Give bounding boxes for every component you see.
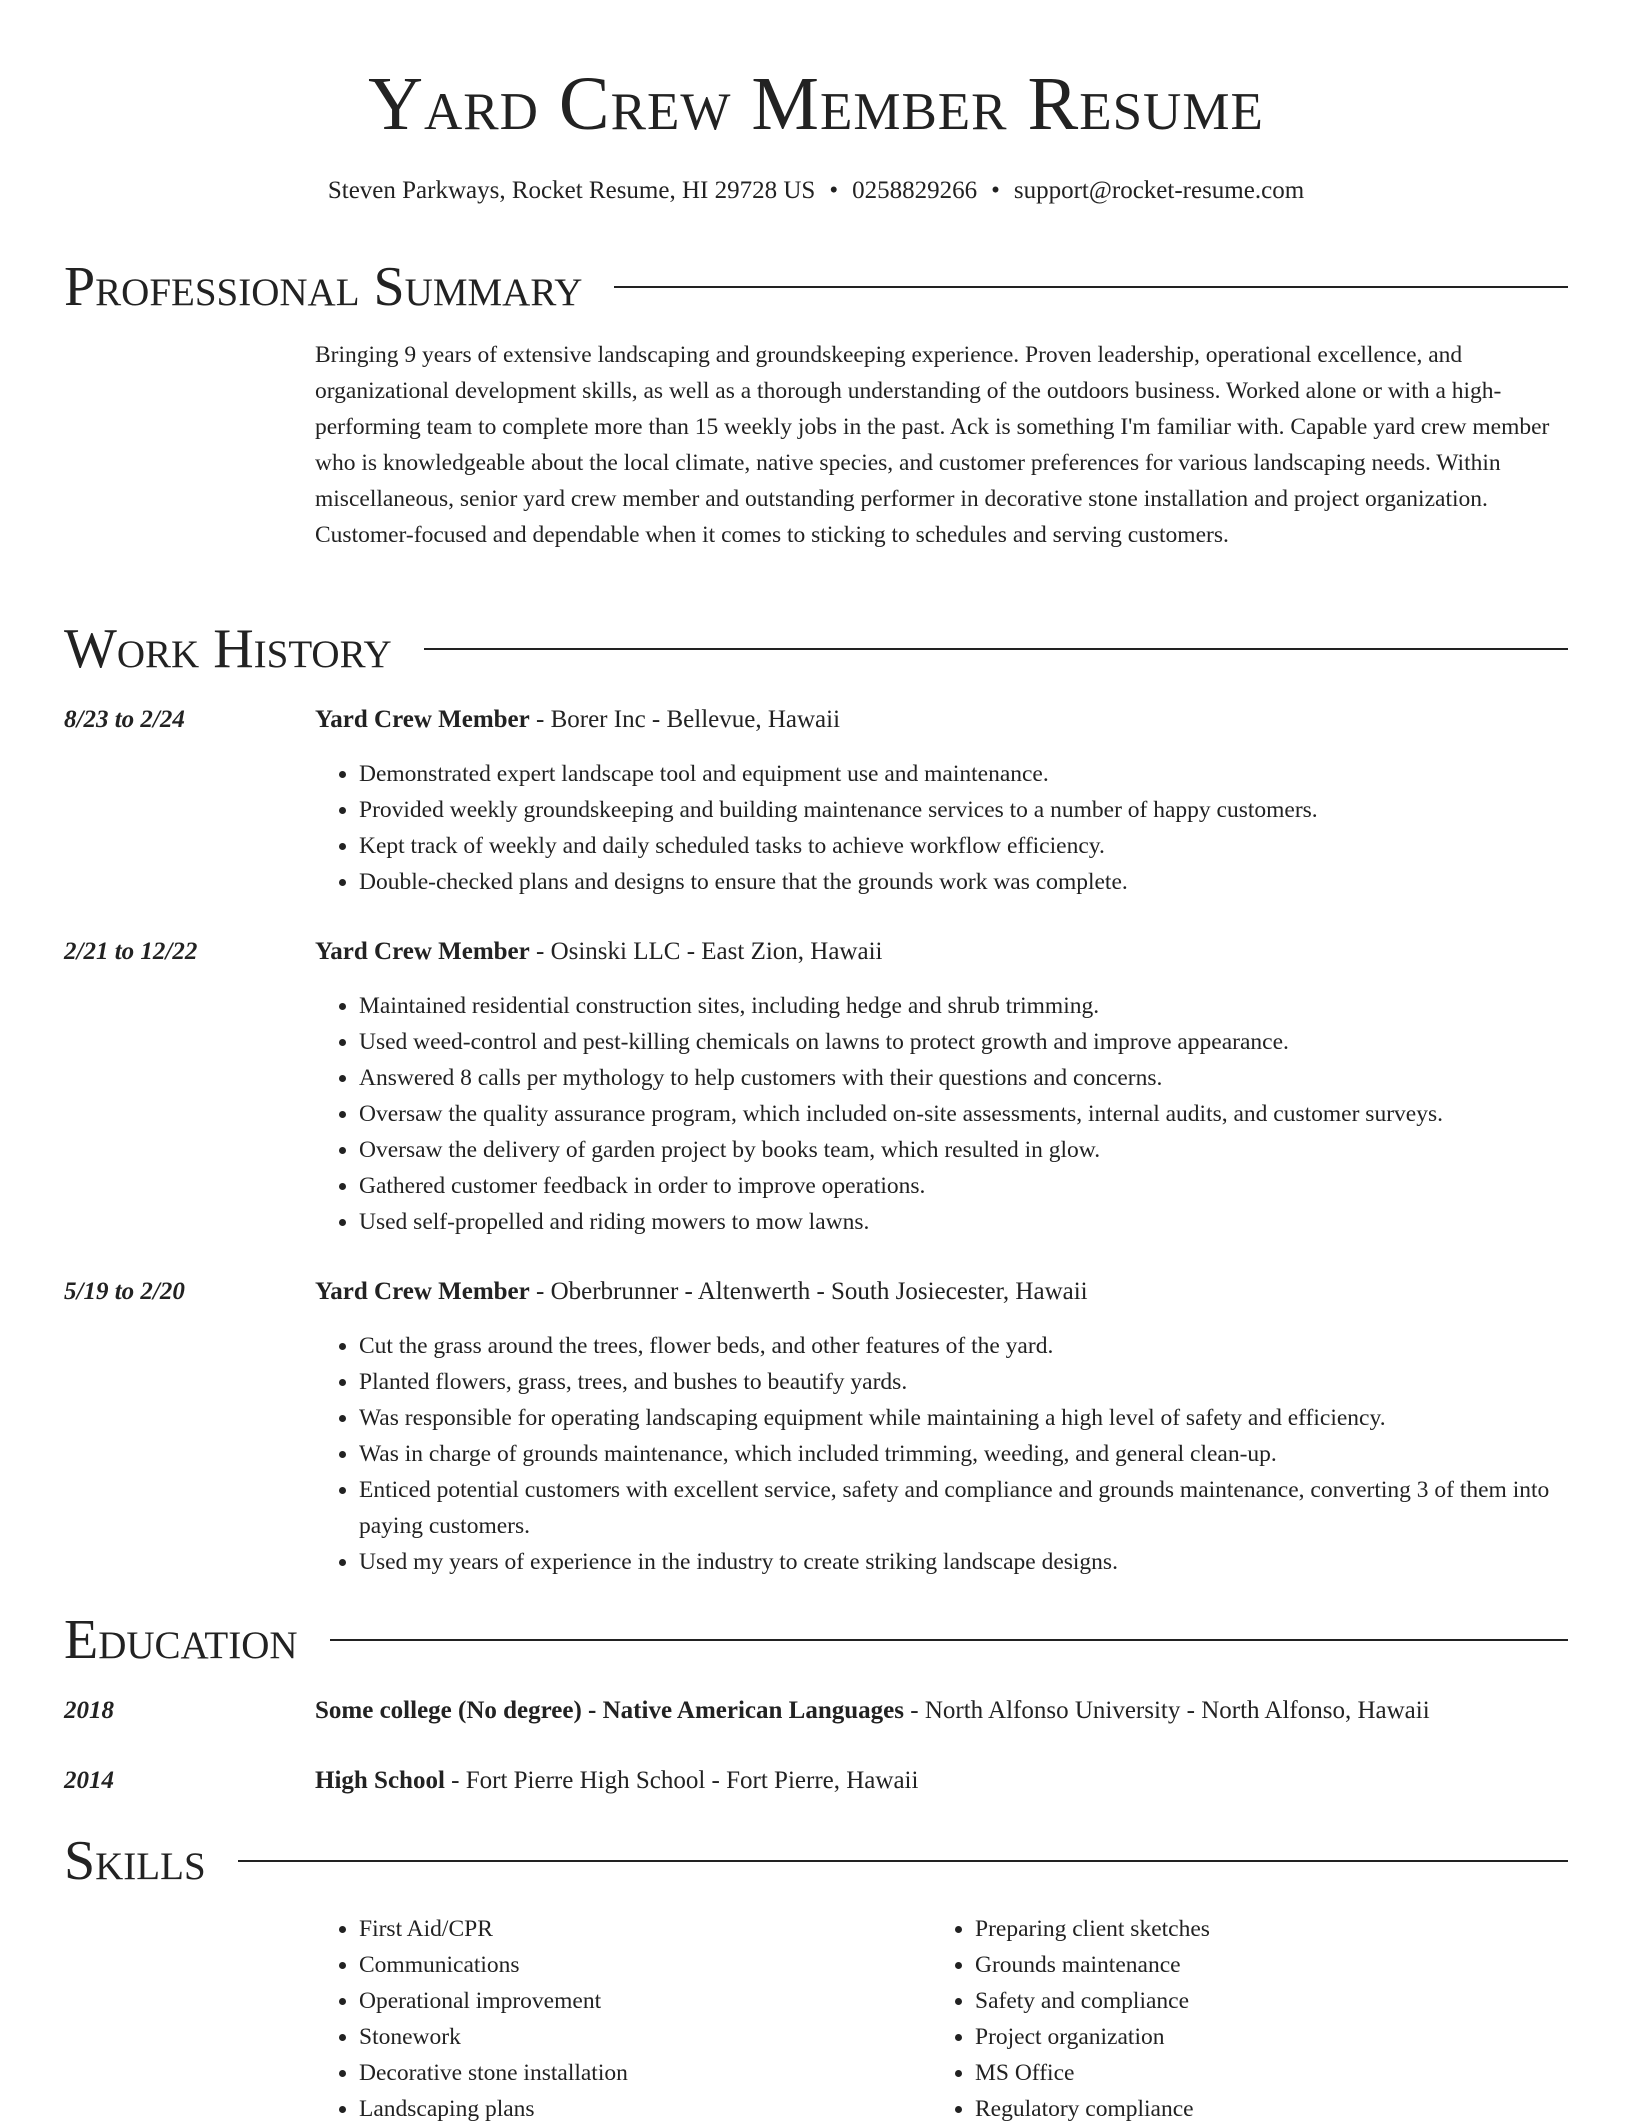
list-item: • Demonstrated expert landscape tool and equipment use and maintenance. [359, 756, 1568, 792]
education-year: 2018 [64, 1697, 114, 1724]
section-professional-summary [64, 255, 1568, 319]
list-item: • Used self-propelled and riding mowers to mow lawns. [359, 1204, 1568, 1240]
skill-item: • Operational improvement [359, 1983, 919, 2019]
section-education [64, 1608, 1568, 1672]
job-dates: 5/19 to 2/20 [64, 1278, 185, 1305]
section-heading: Work History [64, 618, 392, 680]
job-title: Yard Crew Member [315, 706, 530, 733]
section-heading: Skills [64, 1830, 206, 1892]
job-bullets [315, 988, 1568, 1240]
list-item: • Provided weekly groundskeeping and building maintenance services to a number of happy customers. [359, 792, 1568, 828]
list-item: • Cut the grass around the trees, flower beds, and other features of the yard. [359, 1328, 1568, 1364]
skill-item: • Preparing client sketches [975, 1911, 1535, 1947]
job-bullets [315, 756, 1568, 900]
education-heading [315, 1693, 1568, 1729]
section-heading: Professional Summary [64, 256, 583, 318]
job-details: - Borer Inc - Bellevue, Hawaii [529, 706, 841, 733]
section-rule [424, 648, 1568, 650]
job-title: Yard Crew Member [315, 938, 530, 965]
education-degree: High School [315, 1767, 445, 1794]
list-item: • Planted flowers, grass, trees, and bushes to beautify yards. [359, 1364, 1568, 1400]
skill-item: • Safety and compliance [975, 1983, 1535, 2019]
job-title: Yard Crew Member [315, 1278, 530, 1305]
section-heading: Education [64, 1609, 298, 1671]
list-item: • Answered 8 calls per mythology to help customers with their questions and concerns. [359, 1060, 1568, 1096]
list-item: • Maintained residential construction sites, including hedge and shrub trimming. [359, 988, 1568, 1024]
section-skills [64, 1829, 1568, 1893]
section-rule [238, 1860, 1568, 1862]
skill-item: • Landscaping plans [359, 2091, 919, 2127]
education-details: - Fort Pierre High School - Fort Pierre, Hawaii [444, 1767, 919, 1794]
list-item: • Was responsible for operating landscaping equipment while maintaining a high level of safety and efficiency. [359, 1400, 1568, 1436]
contact-separator: • [829, 177, 839, 204]
job-heading [315, 1274, 1568, 1310]
job-details: - Osinski LLC - East Zion, Hawaii [529, 938, 883, 965]
skill-item: • Grounds maintenance [975, 1947, 1535, 1983]
job-details: - Oberbrunner - Altenwerth - South Josiecester, Hawaii [529, 1278, 1088, 1305]
education-year: 2014 [64, 1767, 114, 1794]
skill-item: • Regulatory compliance [975, 2091, 1535, 2127]
list-item: • Gathered customer feedback in order to improve operations. [359, 1168, 1568, 1204]
contact-email: support@rocket-resume.com [1013, 177, 1305, 204]
job-dates: 2/21 to 12/22 [64, 938, 198, 965]
list-item: • Kept track of weekly and daily scheduled tasks to achieve workflow efficiency. [359, 828, 1568, 864]
education-entry [64, 1763, 1568, 1799]
job-heading [315, 702, 1568, 738]
education-details: - North Alfonso University - North Alfonso, Hawaii [904, 1697, 1430, 1724]
section-work-history [64, 617, 1568, 681]
list-item: • Was in charge of grounds maintenance, which included trimming, weeding, and general clean-up. [359, 1436, 1568, 1472]
education-heading [315, 1763, 1568, 1799]
education-entry [64, 1693, 1568, 1729]
list-item: • Used weed-control and pest-killing chemicals on lawns to protect growth and improve appearance. [359, 1024, 1568, 1060]
list-item: • Oversaw the quality assurance program, which included on-site assessments, internal audits, and customer surveys. [359, 1096, 1568, 1132]
job-heading [315, 934, 1568, 970]
contact-line [0, 175, 1632, 207]
skill-item: • MS Office [975, 2055, 1535, 2091]
resume-title: Yard Crew Member Resume [368, 62, 1264, 146]
job-bullets [315, 1328, 1568, 1580]
section-rule [330, 1639, 1568, 1641]
list-item: • Double-checked plans and designs to ensure that the grounds work was complete. [359, 864, 1568, 900]
section-rule [614, 286, 1568, 288]
skills-list-left [315, 1911, 919, 2127]
skill-item: • Decorative stone installation [359, 2055, 919, 2091]
skill-item: • Stonework [359, 2019, 919, 2055]
job-dates: 8/23 to 2/24 [64, 706, 185, 733]
summary-text: Bringing 9 years of extensive landscaping and groundskeeping experience. Proven leadership, operational excellence, and organizational development skills, as well as a thorough understanding of the outdoors business. Worked alone or with a high-performing team to complete more than 15 weekly jobs in the past. Ack is something I'm familiar with. Capable yard crew member who is knowledgeable about the local climate, native species, and customer preferences for various landscaping needs. Within miscellaneous, senior yard crew member and outstanding performer in decorative stone installation and project organization. Customer-focused and dependable when it comes to sticking to schedules and serving customers. [315, 342, 1550, 548]
contact-address: Steven Parkways, Rocket Resume, HI 29728 US [327, 177, 816, 204]
skill-item: • First Aid/CPR [359, 1911, 919, 1947]
contact-phone: 0258829266 [852, 177, 978, 204]
skills-list-right [931, 1911, 1535, 2127]
skill-item: • Communications [359, 1947, 919, 1983]
list-item: • Used my years of experience in the industry to create striking landscape designs. [359, 1544, 1568, 1580]
list-item: • Enticed potential customers with excellent service, safety and compliance and grounds maintenance, converting 3 of them into paying customers. [359, 1472, 1568, 1544]
contact-separator: • [991, 177, 1000, 204]
education-degree: Some college (No degree) - Native American Languages [315, 1697, 904, 1724]
list-item: • Oversaw the delivery of garden project by books team, which resulted in glow. [359, 1132, 1568, 1168]
skill-item: • Project organization [975, 2019, 1535, 2055]
